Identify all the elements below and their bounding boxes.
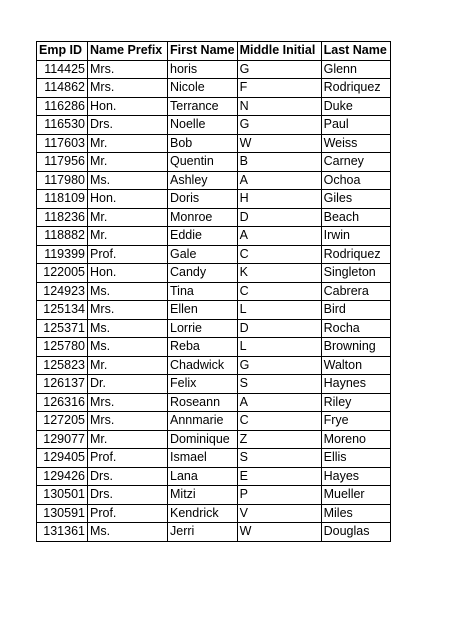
last-name-cell: Cabrera xyxy=(321,282,390,301)
name-prefix-cell: Hon. xyxy=(88,264,168,283)
first-name-cell: Doris xyxy=(168,190,238,209)
name-prefix-cell: Prof. xyxy=(88,449,168,468)
name-prefix-cell: Ms. xyxy=(88,171,168,190)
table-row xyxy=(37,264,391,283)
first-name-cell: Terrance xyxy=(168,97,238,116)
table-row xyxy=(37,412,391,431)
emp-id-cell: 125780 xyxy=(37,338,88,357)
last-name-cell: Haynes xyxy=(321,375,390,394)
middle-initial-cell: C xyxy=(237,282,321,301)
name-prefix-cell: Dr. xyxy=(88,375,168,394)
table-row xyxy=(37,504,391,523)
middle-initial-cell: A xyxy=(237,227,321,246)
last-name-cell: Moreno xyxy=(321,430,390,449)
first-name-cell: horis xyxy=(168,60,238,79)
last-name-cell: Giles xyxy=(321,190,390,209)
emp-id-cell: 117980 xyxy=(37,171,88,190)
emp-id-cell: 129077 xyxy=(37,430,88,449)
first-name-cell: Roseann xyxy=(168,393,238,412)
middle-initial-cell: H xyxy=(237,190,321,209)
first-name-cell: Ellen xyxy=(168,301,238,320)
emp-id-cell: 130591 xyxy=(37,504,88,523)
emp-id-cell: 131361 xyxy=(37,523,88,542)
name-prefix-cell: Mr. xyxy=(88,430,168,449)
first-name-cell: Eddie xyxy=(168,227,238,246)
emp-id-cell: 116530 xyxy=(37,116,88,135)
name-prefix-cell: Mr. xyxy=(88,153,168,172)
name-prefix-cell: Ms. xyxy=(88,523,168,542)
middle-initial-cell: D xyxy=(237,208,321,227)
emp-id-cell: 119399 xyxy=(37,245,88,264)
last-name-cell: Carney xyxy=(321,153,390,172)
emp-id-cell: 125371 xyxy=(37,319,88,338)
middle-initial-cell: Z xyxy=(237,430,321,449)
table-row xyxy=(37,375,391,394)
header-row xyxy=(37,42,391,61)
table-row xyxy=(37,227,391,246)
first-name-cell: Jerri xyxy=(168,523,238,542)
header-emp-id: Emp ID xyxy=(37,42,88,61)
middle-initial-cell: L xyxy=(237,338,321,357)
name-prefix-cell: Mrs. xyxy=(88,60,168,79)
name-prefix-cell: Hon. xyxy=(88,97,168,116)
last-name-cell: Hayes xyxy=(321,467,390,486)
table-row xyxy=(37,449,391,468)
name-prefix-cell: Ms. xyxy=(88,338,168,357)
emp-id-cell: 114425 xyxy=(37,60,88,79)
first-name-cell: Bob xyxy=(168,134,238,153)
middle-initial-cell: D xyxy=(237,319,321,338)
emp-id-cell: 127205 xyxy=(37,412,88,431)
middle-initial-cell: E xyxy=(237,467,321,486)
table-row xyxy=(37,356,391,375)
table-row xyxy=(37,79,391,98)
table-row xyxy=(37,208,391,227)
middle-initial-cell: A xyxy=(237,171,321,190)
middle-initial-cell: B xyxy=(237,153,321,172)
emp-id-cell: 126137 xyxy=(37,375,88,394)
name-prefix-cell: Ms. xyxy=(88,282,168,301)
table-row xyxy=(37,245,391,264)
last-name-cell: Irwin xyxy=(321,227,390,246)
table-row xyxy=(37,430,391,449)
emp-id-cell: 125823 xyxy=(37,356,88,375)
name-prefix-cell: Mr. xyxy=(88,134,168,153)
last-name-cell: Rodriquez xyxy=(321,79,390,98)
table-row xyxy=(37,116,391,135)
first-name-cell: Mitzi xyxy=(168,486,238,505)
middle-initial-cell: L xyxy=(237,301,321,320)
first-name-cell: Reba xyxy=(168,338,238,357)
last-name-cell: Weiss xyxy=(321,134,390,153)
table-row xyxy=(37,171,391,190)
emp-id-cell: 116286 xyxy=(37,97,88,116)
first-name-cell: Annmarie xyxy=(168,412,238,431)
last-name-cell: Miles xyxy=(321,504,390,523)
header-first-name: First Name xyxy=(168,42,238,61)
name-prefix-cell: Mrs. xyxy=(88,393,168,412)
middle-initial-cell: G xyxy=(237,60,321,79)
emp-id-cell: 130501 xyxy=(37,486,88,505)
header-last-name: Last Name xyxy=(321,42,390,61)
last-name-cell: Douglas xyxy=(321,523,390,542)
emp-id-cell: 118236 xyxy=(37,208,88,227)
last-name-cell: Walton xyxy=(321,356,390,375)
middle-initial-cell: F xyxy=(237,79,321,98)
last-name-cell: Paul xyxy=(321,116,390,135)
name-prefix-cell: Prof. xyxy=(88,504,168,523)
first-name-cell: Monroe xyxy=(168,208,238,227)
last-name-cell: Browning xyxy=(321,338,390,357)
last-name-cell: Rodriquez xyxy=(321,245,390,264)
emp-id-cell: 126316 xyxy=(37,393,88,412)
last-name-cell: Glenn xyxy=(321,60,390,79)
name-prefix-cell: Mrs. xyxy=(88,79,168,98)
first-name-cell: Noelle xyxy=(168,116,238,135)
name-prefix-cell: Drs. xyxy=(88,486,168,505)
table-row xyxy=(37,486,391,505)
last-name-cell: Rocha xyxy=(321,319,390,338)
table-row xyxy=(37,467,391,486)
middle-initial-cell: C xyxy=(237,412,321,431)
middle-initial-cell: W xyxy=(237,523,321,542)
middle-initial-cell: G xyxy=(237,356,321,375)
last-name-cell: Riley xyxy=(321,393,390,412)
name-prefix-cell: Mrs. xyxy=(88,301,168,320)
first-name-cell: Lorrie xyxy=(168,319,238,338)
middle-initial-cell: P xyxy=(237,486,321,505)
emp-id-cell: 118109 xyxy=(37,190,88,209)
last-name-cell: Duke xyxy=(321,97,390,116)
last-name-cell: Bird xyxy=(321,301,390,320)
emp-id-cell: 125134 xyxy=(37,301,88,320)
emp-id-cell: 124923 xyxy=(37,282,88,301)
name-prefix-cell: Prof. xyxy=(88,245,168,264)
emp-id-cell: 114862 xyxy=(37,79,88,98)
table-row xyxy=(37,301,391,320)
middle-initial-cell: N xyxy=(237,97,321,116)
first-name-cell: Ismael xyxy=(168,449,238,468)
last-name-cell: Frye xyxy=(321,412,390,431)
table-row xyxy=(37,153,391,172)
table-row xyxy=(37,338,391,357)
middle-initial-cell: S xyxy=(237,375,321,394)
middle-initial-cell: W xyxy=(237,134,321,153)
middle-initial-cell: S xyxy=(237,449,321,468)
first-name-cell: Gale xyxy=(168,245,238,264)
middle-initial-cell: K xyxy=(237,264,321,283)
header-middle-initial: Middle Initial xyxy=(237,42,321,61)
first-name-cell: Nicole xyxy=(168,79,238,98)
table-row xyxy=(37,190,391,209)
last-name-cell: Singleton xyxy=(321,264,390,283)
first-name-cell: Chadwick xyxy=(168,356,238,375)
emp-id-cell: 129426 xyxy=(37,467,88,486)
name-prefix-cell: Mr. xyxy=(88,227,168,246)
table-row xyxy=(37,523,391,542)
first-name-cell: Ashley xyxy=(168,171,238,190)
first-name-cell: Kendrick xyxy=(168,504,238,523)
last-name-cell: Beach xyxy=(321,208,390,227)
table-row xyxy=(37,60,391,79)
first-name-cell: Felix xyxy=(168,375,238,394)
middle-initial-cell: G xyxy=(237,116,321,135)
table-row xyxy=(37,319,391,338)
first-name-cell: Dominique xyxy=(168,430,238,449)
name-prefix-cell: Mrs. xyxy=(88,412,168,431)
emp-id-cell: 129405 xyxy=(37,449,88,468)
table-row xyxy=(37,282,391,301)
middle-initial-cell: C xyxy=(237,245,321,264)
first-name-cell: Tina xyxy=(168,282,238,301)
middle-initial-cell: A xyxy=(237,393,321,412)
name-prefix-cell: Drs. xyxy=(88,116,168,135)
table-row xyxy=(37,393,391,412)
last-name-cell: Mueller xyxy=(321,486,390,505)
table-body xyxy=(37,60,391,541)
table-row xyxy=(37,134,391,153)
emp-id-cell: 118882 xyxy=(37,227,88,246)
emp-id-cell: 117956 xyxy=(37,153,88,172)
first-name-cell: Lana xyxy=(168,467,238,486)
table-row xyxy=(37,97,391,116)
name-prefix-cell: Hon. xyxy=(88,190,168,209)
last-name-cell: Ellis xyxy=(321,449,390,468)
middle-initial-cell: V xyxy=(237,504,321,523)
employee-table xyxy=(36,41,391,542)
last-name-cell: Ochoa xyxy=(321,171,390,190)
name-prefix-cell: Ms. xyxy=(88,319,168,338)
name-prefix-cell: Drs. xyxy=(88,467,168,486)
emp-id-cell: 122005 xyxy=(37,264,88,283)
first-name-cell: Quentin xyxy=(168,153,238,172)
first-name-cell: Candy xyxy=(168,264,238,283)
emp-id-cell: 117603 xyxy=(37,134,88,153)
header-name-prefix: Name Prefix xyxy=(88,42,168,61)
name-prefix-cell: Mr. xyxy=(88,208,168,227)
name-prefix-cell: Mr. xyxy=(88,356,168,375)
